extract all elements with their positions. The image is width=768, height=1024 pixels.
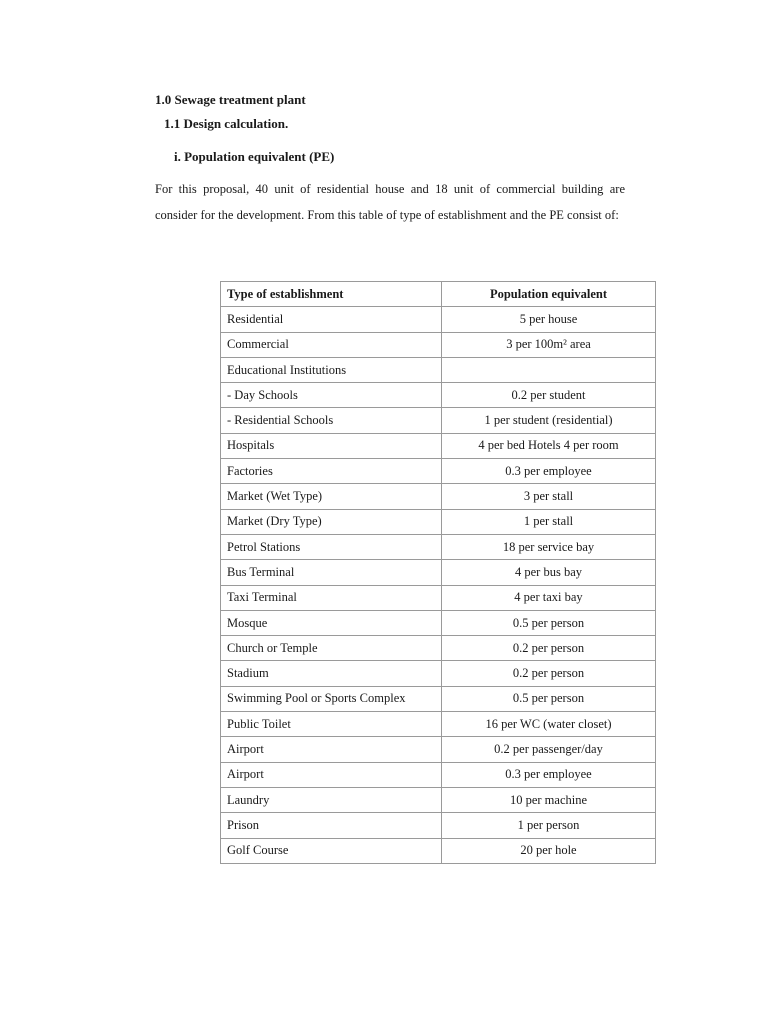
population-equivalent-cell: 4 per bus bay bbox=[442, 560, 656, 585]
population-equivalent-cell: 3 per 100m² area bbox=[442, 332, 656, 357]
population-equivalent-cell: 0.2 per student bbox=[442, 383, 656, 408]
establishment-type-cell: Bus Terminal bbox=[221, 560, 442, 585]
table-row bbox=[221, 737, 656, 762]
establishment-type-cell: Hospitals bbox=[221, 433, 442, 458]
establishment-type-cell: Airport bbox=[221, 737, 442, 762]
table-row bbox=[221, 534, 656, 559]
table-row bbox=[221, 484, 656, 509]
table-row bbox=[221, 762, 656, 787]
header-type-of-establishment: Type of establishment bbox=[221, 282, 442, 307]
establishment-type-cell: Petrol Stations bbox=[221, 534, 442, 559]
table-row bbox=[221, 357, 656, 382]
table-row bbox=[221, 332, 656, 357]
establishment-type-cell: Educational Institutions bbox=[221, 357, 442, 382]
establishment-type-cell: Market (Dry Type) bbox=[221, 509, 442, 534]
establishment-type-cell: Commercial bbox=[221, 332, 442, 357]
establishment-type-cell: Golf Course bbox=[221, 838, 442, 863]
population-equivalent-cell: 4 per bed Hotels 4 per room bbox=[442, 433, 656, 458]
establishment-type-cell: Residential bbox=[221, 307, 442, 332]
population-equivalent-cell: 10 per machine bbox=[442, 787, 656, 812]
establishment-type-cell: Laundry bbox=[221, 787, 442, 812]
establishment-type-cell: - Residential Schools bbox=[221, 408, 442, 433]
table-row bbox=[221, 459, 656, 484]
population-equivalent-table bbox=[220, 281, 656, 864]
table-row bbox=[221, 686, 656, 711]
establishment-type-cell: Mosque bbox=[221, 610, 442, 635]
table-body bbox=[221, 307, 656, 864]
population-equivalent-cell: 0.2 per passenger/day bbox=[442, 737, 656, 762]
establishment-type-cell: Airport bbox=[221, 762, 442, 787]
item-heading: i. Population equivalent (PE) bbox=[174, 149, 335, 164]
population-equivalent-cell: 4 per taxi bay bbox=[442, 585, 656, 610]
establishment-type-cell: - Day Schools bbox=[221, 383, 442, 408]
table-row bbox=[221, 383, 656, 408]
population-equivalent-cell: 5 per house bbox=[442, 307, 656, 332]
table-row bbox=[221, 433, 656, 458]
table-row bbox=[221, 712, 656, 737]
section-heading: 1.0 Sewage treatment plant bbox=[155, 92, 306, 107]
population-equivalent-cell: 0.2 per person bbox=[442, 636, 656, 661]
table-row bbox=[221, 838, 656, 863]
table-row bbox=[221, 661, 656, 686]
population-equivalent-cell: 1 per person bbox=[442, 813, 656, 838]
population-equivalent-cell: 0.5 per person bbox=[442, 686, 656, 711]
establishment-type-cell: Prison bbox=[221, 813, 442, 838]
population-equivalent-cell: 0.3 per employee bbox=[442, 762, 656, 787]
table-row bbox=[221, 408, 656, 433]
establishment-type-cell: Church or Temple bbox=[221, 636, 442, 661]
establishment-type-cell: Swimming Pool or Sports Complex bbox=[221, 686, 442, 711]
table-row bbox=[221, 610, 656, 635]
population-equivalent-cell: 0.5 per person bbox=[442, 610, 656, 635]
table-row bbox=[221, 813, 656, 838]
population-equivalent-cell: 1 per student (residential) bbox=[442, 408, 656, 433]
table-header-row bbox=[221, 282, 656, 307]
population-equivalent-cell: 20 per hole bbox=[442, 838, 656, 863]
table-row bbox=[221, 787, 656, 812]
subsection-heading: 1.1 Design calculation. bbox=[164, 116, 289, 131]
establishment-type-cell: Public Toilet bbox=[221, 712, 442, 737]
table-row bbox=[221, 560, 656, 585]
population-equivalent-cell: 0.3 per employee bbox=[442, 459, 656, 484]
table-row bbox=[221, 509, 656, 534]
population-equivalent-cell bbox=[442, 357, 656, 382]
population-equivalent-cell: 18 per service bay bbox=[442, 534, 656, 559]
header-population-equivalent: Population equivalent bbox=[442, 282, 656, 307]
table-row bbox=[221, 636, 656, 661]
table-row bbox=[221, 307, 656, 332]
population-equivalent-cell: 0.2 per person bbox=[442, 661, 656, 686]
establishment-type-cell: Market (Wet Type) bbox=[221, 484, 442, 509]
establishment-type-cell: Stadium bbox=[221, 661, 442, 686]
intro-paragraph: For this proposal, 40 unit of residential house and 18 unit of commercial building are consider for the development. From this table of type of establishment and the PE consist of: bbox=[155, 182, 625, 222]
table-row bbox=[221, 585, 656, 610]
population-equivalent-cell: 1 per stall bbox=[442, 509, 656, 534]
population-equivalent-cell: 16 per WC (water closet) bbox=[442, 712, 656, 737]
population-equivalent-cell: 3 per stall bbox=[442, 484, 656, 509]
establishment-type-cell: Factories bbox=[221, 459, 442, 484]
establishment-type-cell: Taxi Terminal bbox=[221, 585, 442, 610]
